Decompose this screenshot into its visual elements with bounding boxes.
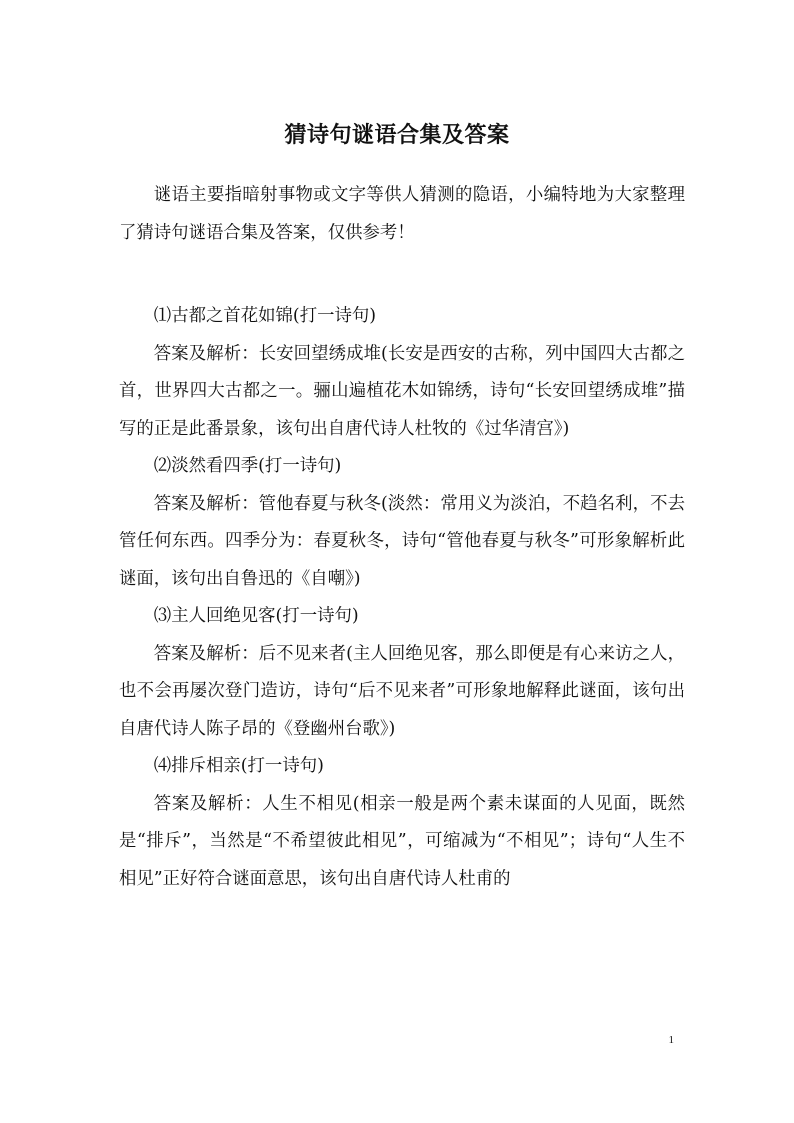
riddle-question: ⑵淡然看四季(打一诗句) bbox=[153, 456, 342, 476]
riddle-answer: 答案及解析：长安回望绣成堆(长安是西安的古称，列中国四大古都之首，世界四大古都之一。骊山遍植花木如锦绣，诗句“长安回望绣成堆”描写的正是此番景象，该句出自唐代诗人杜牧的《过华清宫》) bbox=[119, 343, 685, 439]
intro-block bbox=[119, 177, 685, 252]
page-number: 1 bbox=[668, 1034, 674, 1046]
page-title: 猜诗句谜语合集及答案 bbox=[284, 122, 510, 148]
riddle-answer: 答案及解析：人生不相见(相亲一般是两个素未谋面的人见面，既然是“排斥”，当然是“不希望彼此相见”，可缩减为“不相见”；诗句“人生不相见”正好符合谜面意思，该句出自唐代诗人杜甫的 bbox=[119, 793, 685, 889]
intro-paragraph: 谜语主要指暗射事物或文字等供人猜测的隐语，小编特地为大家整理了猜诗句谜语合集及答案，仅供参考！ bbox=[119, 185, 685, 243]
riddle-question: ⑴古都之首花如锦(打一诗句) bbox=[153, 306, 377, 326]
riddle-question: ⑷排斥相亲(打一诗句) bbox=[153, 756, 324, 776]
riddle-question: ⑶主人回绝见客(打一诗句) bbox=[153, 606, 359, 626]
riddle-answer: 答案及解析：后不见来者(主人回绝见客，那么即便是有心来访之人，也不会再屡次登门造访，诗句“后不见来者”可形象地解释此谜面，该句出自唐代诗人陈子昂的《登幽州台歌》) bbox=[119, 643, 685, 739]
riddle-answer: 答案及解析：管他春夏与秋冬(淡然：常用义为淡泊，不趋名利，不去管任何东西。四季分为：春夏秋冬，诗句“管他春夏与秋冬”可形象解析此谜面，该句出自鲁迅的《自嘲》) bbox=[119, 493, 685, 589]
riddle-list bbox=[119, 298, 685, 898]
